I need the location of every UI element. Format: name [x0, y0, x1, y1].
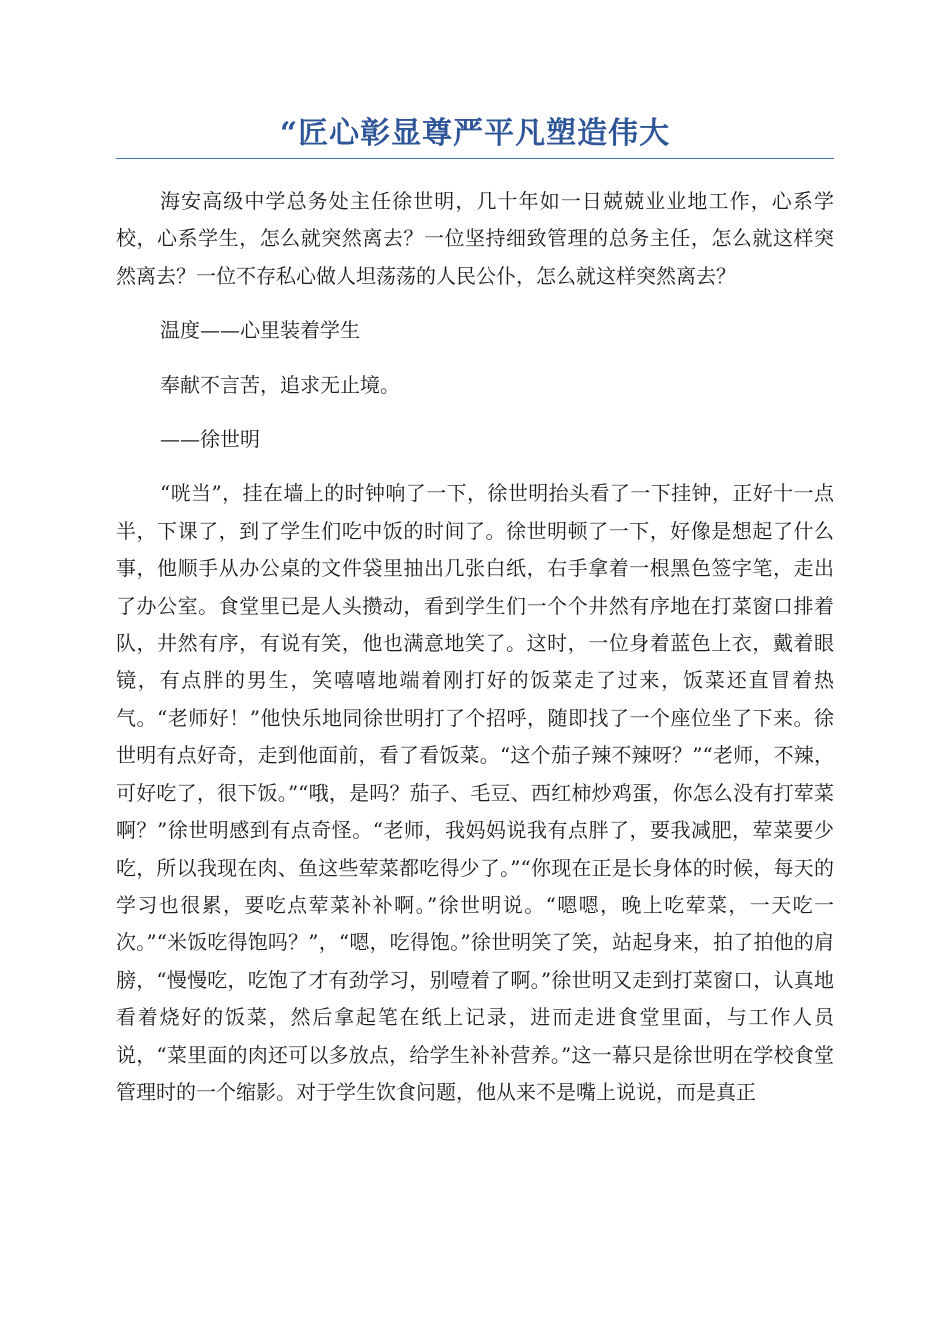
- document-body: [116, 183, 834, 1111]
- section-heading: 温度——心里装着学生: [160, 318, 360, 343]
- document-title: “匠心彰显尊严平凡塑造伟大: [116, 112, 834, 159]
- motto-quote: 奉献不言苦，追求无止境。: [160, 372, 400, 397]
- document-page: [116, 112, 834, 1111]
- intro-paragraph: 海安高级中学总务处主任徐世明，几十年如一日兢兢业业地工作，心系学校，心系学生，怎么就突然离去？一位坚持细致管理的总务主任，怎么就这样突然离去？一位不存私心做人坦荡荡的人民公仆，怎么就这样突然离去？: [116, 189, 834, 288]
- motto-attribution: ——徐世明: [160, 427, 260, 452]
- story-paragraph: “咣当”，挂在墙上的时钟响了一下，徐世明抬头看了一下挂钟，正好十一点半，下课了，到了学生们吃中饭的时间了。徐世明顿了一下，好像是想起了什么事，他顺手从办公桌的文件袋里抽出几张白纸，右手拿着一根黑色签字笔，走出了办公室。食堂里已是人头攒动，看到学生们一个个井然有序地在打菜窗口排着队，井然有序，有说有笑，他也满意地笑了。这时，一位身着蓝色上衣，戴着眼镜，有点胖的男生，笑嘻嘻地端着刚打好的饭菜走了过来，饭菜还直冒着热气。“老师好！”他快乐地同徐世明打了个招呼，随即找了一个座位坐了下来。徐世明有点好奇，走到他面前，看了看饭菜。“这个茄子辣不辣呀？”“老师，不辣，可好吃了，很下饭。”“哦，是吗？茄子、毛豆、西红柿炒鸡蛋，你怎么没有打荤菜啊？”徐世明感到有点奇怪。“老师，我妈妈说我有点胖了，要我减肥，荤菜要少吃，所以我现在肉、鱼这些荤菜都吃得少了。”“你现在正是长身体的时候，每天的学习也很累，要吃点荤菜补补啊。”徐世明说。“嗯嗯，晚上吃荤菜，一天吃一次。”“米饭吃得饱吗？”，“嗯，吃得饱。”徐世明笑了笑，站起身来，拍了拍他的肩膀，“慢慢吃，吃饱了才有劲学习，别噎着了啊。”徐世明又走到打菜窗口，认真地看着烧好的饭菜，然后拿起笔在纸上记录，进而走进食堂里面，与工作人员说，“菜里面的肉还可以多放点，给学生补补营养。”这一幕只是徐世明在学校食堂管理时的一个缩影。对于学生饮食问题，他从来不是嘴上说说，而是真正: [116, 481, 834, 1104]
